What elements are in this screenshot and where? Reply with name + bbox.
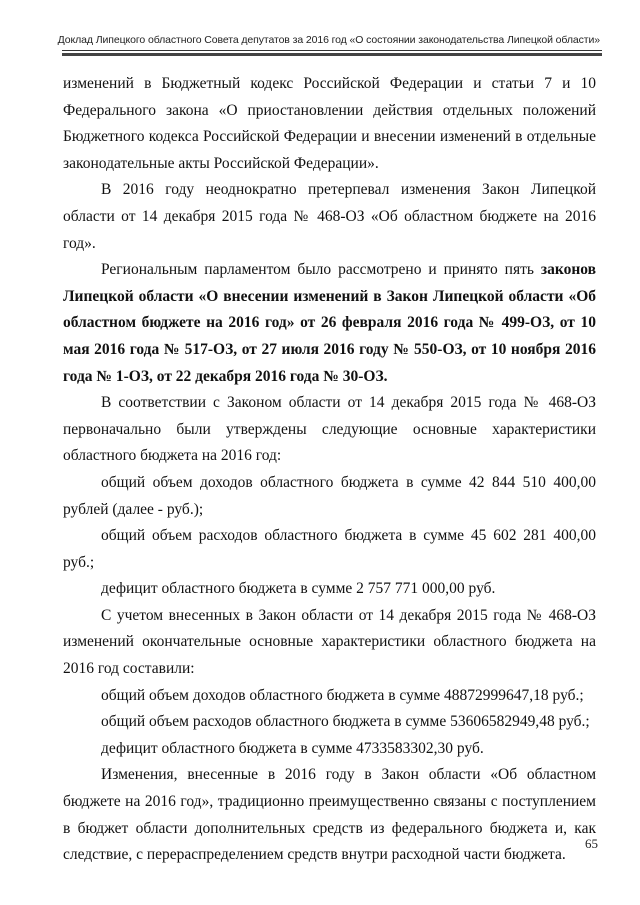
header-rule-thick [62, 53, 602, 56]
paragraph-4: В соответствии с Законом области от 14 декабря 2015 года № 468-ОЗ первоначально были утверждены следующие основные характеристики областного бюджета на 2016 год: [63, 394, 596, 465]
paragraph-12: Изменения, внесенные в 2016 году в Закон области «Об областном бюджете на 2016 год», традиционно преимущественно связаны с поступлением в бюджет области дополнительных средств из федерального бюджета и, как следствие, с перераспределением средств внутри расходной части бюджета. [63, 766, 596, 864]
paragraph-7-deficit-initial: дефицит областного бюджета в сумме 2 757 771 000,00 руб. [101, 580, 496, 598]
header-rule-thin [62, 50, 602, 51]
paragraph-5-revenue-initial: общий объем доходов областного бюджета в сумме 42 844 510 400,00 рублей (далее - руб.); [63, 473, 596, 518]
paragraph-2: В 2016 году неоднократно претерпевал изменения Закон Липецкой области от 14 декабря 2015 года № 468-ОЗ «Об областном бюджете на 2016 год». [63, 181, 596, 252]
document-body [63, 71, 596, 869]
paragraph-6-expenses-initial: общий объем расходов областного бюджета в сумме 45 602 281 400,00 руб.; [63, 527, 596, 571]
paragraph-10-expenses-final: общий объем расходов областного бюджета в сумме 53606582949,48 руб.; [101, 713, 590, 731]
page-number: 65 [585, 836, 598, 851]
paragraph-11-deficit-final: дефицит областного бюджета в сумме 4733583302,30 руб. [101, 739, 484, 757]
paragraph-3 [63, 257, 596, 390]
paragraph-9-revenue-final: общий объем доходов областного бюджета в сумме 48872999647,18 руб.; [101, 686, 584, 704]
paragraph-3-laws: законов Липецкой области «О внесении изменений в Закон Липецкой области «Об областном бюджете на 2016 год» от 26 февраля 2016 года № 499-ОЗ, от 10 мая 2016 года № 517-ОЗ, от 27 июля 2016 году № 550-ОЗ, от 10 ноября 2016 года № 1-ОЗ, от 22 декабря 2016 года № 30-ОЗ. [63, 261, 596, 385]
paragraph-3-prefix: Региональным парламентом было рассмотрено и принято пять [101, 261, 541, 279]
paragraph-8: С учетом внесенных в Закон области от 14 декабря 2015 года № 468-ОЗ изменений окончательные основные характеристики областного бюджета на 2016 год составили: [63, 606, 596, 678]
running-header: Доклад Липецкого областного Совета депутатов за 2016 год «О состоянии законодательства Липецкой области» [57, 34, 600, 46]
paragraph-1: изменений в Бюджетный кодекс Российской Федерации и статьи 7 и 10 Федерального закона «О приостановлении действия отдельных положений Бюджетного кодекса Российской Федерации и внесении изменений в отдельные законодательные акты Российской Федерации». [63, 75, 596, 172]
